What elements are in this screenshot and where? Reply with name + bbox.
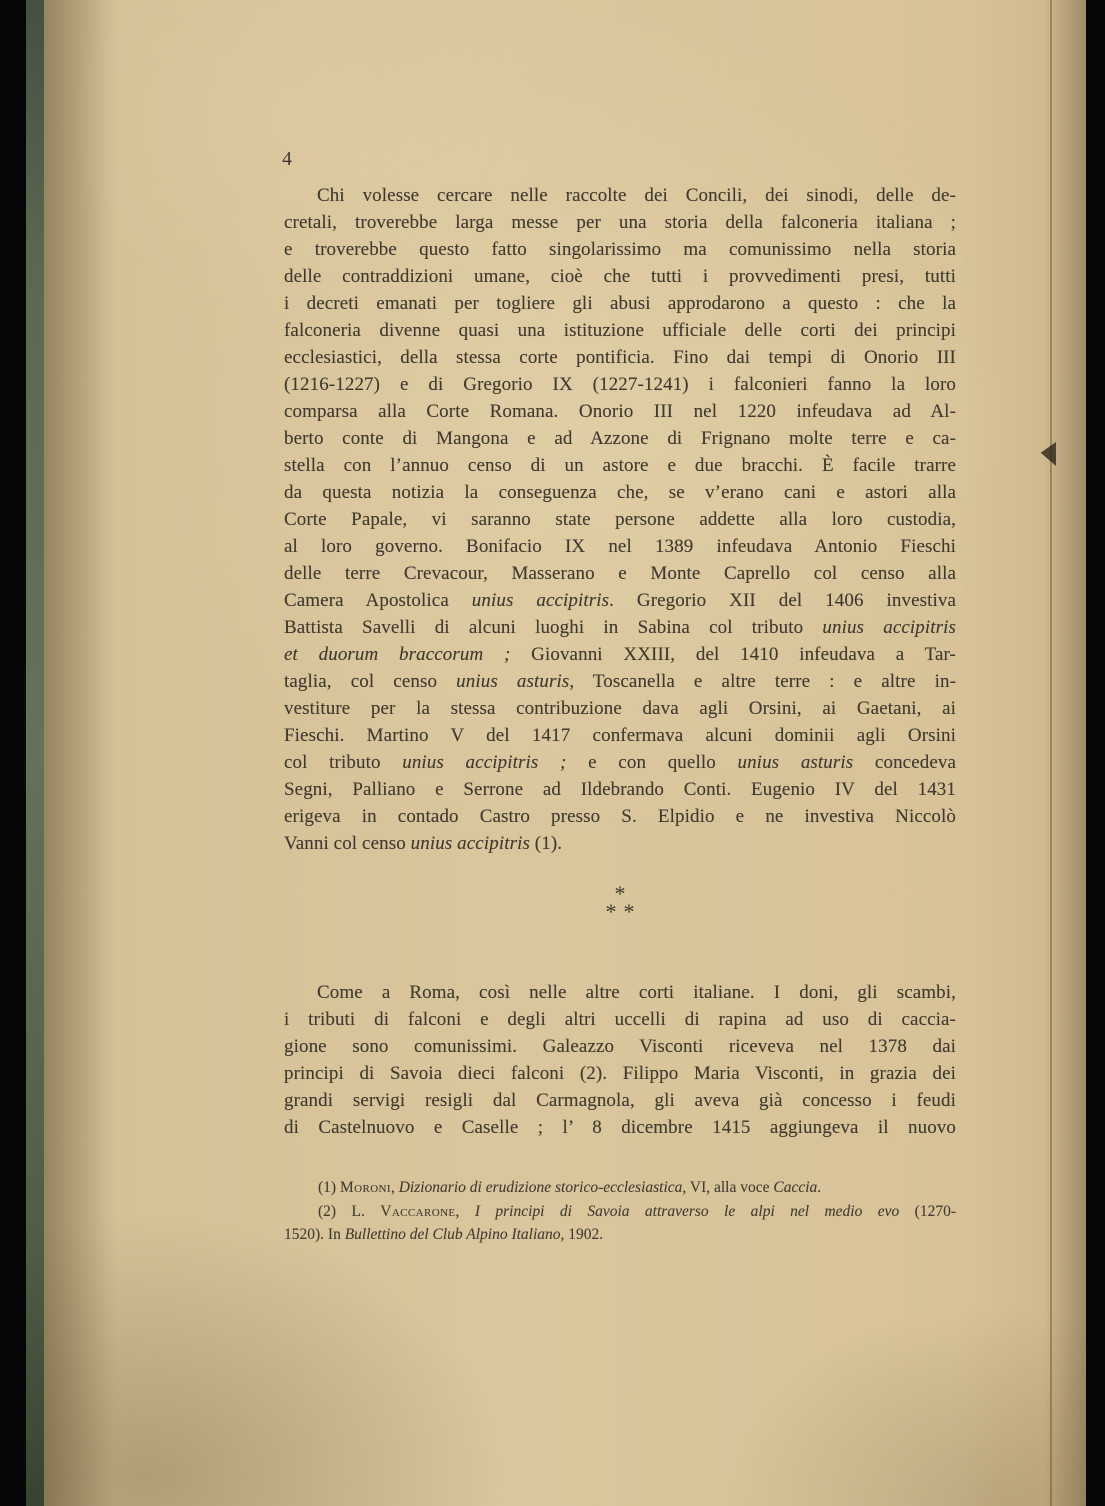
italic-text: I principi di Savoia attraverso le alpi nel medio evo xyxy=(474,1202,900,1220)
italic-text: unius accipitris ; xyxy=(402,752,567,773)
text-run: . Gregorio XII del 1406 investiva xyxy=(609,590,956,611)
text-run: (2) L. xyxy=(318,1202,381,1220)
text-run: Segni, Palliano e Serrone ad Ildebrando Conti. Eugenio IV del 1431 xyxy=(284,779,956,800)
text-run: Corte Papale, vi saranno state persone addette alla loro custodia, xyxy=(284,509,956,530)
asterisk-pair: ** xyxy=(605,899,642,924)
text-run: , xyxy=(390,1179,399,1196)
gutter-shadow xyxy=(44,0,116,1506)
text-run: Battista Savelli di alcuni luoghi in Sabina col tributo xyxy=(284,617,823,638)
text-run: e troverebbe questo fatto singolarissimo ma comunissimo nella storia xyxy=(284,239,956,260)
text-line xyxy=(284,398,956,425)
text-run: (1) xyxy=(318,1179,340,1196)
page-number: 4 xyxy=(282,148,292,170)
italic-text: et duorum braccorum ; xyxy=(284,644,511,665)
text-run: al loro governo. Bonifacio IX nel 1389 infeudava Antonio Fieschi xyxy=(284,536,956,557)
text-run: da questa notizia la conseguenza che, se v’erano cani e astori alla xyxy=(284,482,956,503)
text-line xyxy=(284,290,956,317)
text-line xyxy=(284,1060,956,1087)
footnotes-block xyxy=(284,1176,956,1247)
italic-text: Bullettino del Club Alpino Italiano xyxy=(344,1226,561,1243)
text-run: delle terre Crevacour, Masserano e Monte Caprello col censo alla xyxy=(284,563,956,584)
text-run: Vanni col censo xyxy=(284,833,411,854)
text-run: erigeva in contado Castro presso S. Elpidio e ne investiva Niccolò xyxy=(284,806,956,827)
text-run: vestiture per la stessa contribuzione dava agli Orsini, ai Gaetani, ai xyxy=(284,698,956,719)
text-run: , 1902. xyxy=(560,1226,604,1243)
text-line xyxy=(284,182,956,209)
text-run: Giovanni XXIII, del 1410 infeudava a Tar- xyxy=(510,644,956,665)
text-run: , Toscanella e altre terre : e altre in- xyxy=(569,671,956,692)
text-run: gione sono comunissimi. Galeazzo Visconti riceveva nel 1378 dai xyxy=(284,1036,956,1057)
text-line xyxy=(284,1114,956,1141)
text-run: stella con l’annuo censo di un astore e due bracchi. È facile trarre xyxy=(284,455,956,476)
body-paragraph-2 xyxy=(284,979,956,1141)
footnote-2 xyxy=(284,1200,956,1247)
text-run: (1). xyxy=(529,833,563,854)
text-line xyxy=(284,479,956,506)
text-line xyxy=(284,749,956,776)
text-line xyxy=(284,1087,956,1114)
text-run: . xyxy=(817,1179,822,1196)
text-line xyxy=(284,209,956,236)
text-line xyxy=(284,587,956,614)
text-line xyxy=(284,1176,956,1200)
text-line xyxy=(284,1033,956,1060)
text-line xyxy=(284,452,956,479)
italic-text: unius accipitris xyxy=(410,833,530,854)
text-block xyxy=(284,0,956,1506)
text-run: (1216-1227) e di Gregorio IX (1227-1241) i falconieri fanno la loro xyxy=(284,374,956,395)
text-line xyxy=(284,695,956,722)
text-run: comparsa alla Corte Romana. Onorio III nel 1220 infeudava ad Al- xyxy=(284,401,956,422)
text-run: berto conte di Mangona e ad Azzone di Frignano molte terre e ca- xyxy=(284,428,956,449)
italic-text: unius accipitris xyxy=(471,590,610,611)
italic-text: Dizionario di erudizione storico-ecclesiastica xyxy=(398,1179,683,1196)
text-run: 1520). In xyxy=(284,1226,345,1243)
text-line xyxy=(284,1223,956,1247)
text-line xyxy=(284,317,956,344)
book-binding-edge xyxy=(26,0,46,1506)
text-line xyxy=(284,425,956,452)
italic-text: unius asturis xyxy=(737,752,854,773)
text-line xyxy=(284,533,956,560)
text-line xyxy=(284,1200,956,1224)
footnote-1 xyxy=(284,1176,956,1200)
text-run: i tributi di falconi e degli altri uccelli di rapina ad uso di caccia- xyxy=(284,1009,956,1030)
section-separator xyxy=(284,881,956,924)
text-run: Camera Apostolica xyxy=(284,590,472,611)
text-run: (1270- xyxy=(899,1202,957,1220)
text-run: falconeria divenne quasi una istituzione ufficiale delle corti dei principi xyxy=(284,320,956,341)
text-line xyxy=(284,668,956,695)
text-line xyxy=(284,371,956,398)
text-run: col tributo xyxy=(284,752,403,773)
text-run: principi di Savoia dieci falconi (2). Filippo Maria Visconti, in grazia dei xyxy=(284,1063,956,1084)
text-run: concedeva xyxy=(853,752,956,773)
asterisk-top: * xyxy=(614,881,626,906)
text-run: e con quello xyxy=(566,752,738,773)
text-run: i decreti emanati per togliere gli abusi approdarono a questo : che la xyxy=(284,293,956,314)
text-line xyxy=(284,979,956,1006)
text-run: , xyxy=(455,1202,475,1220)
text-run: taglia, col censo xyxy=(284,671,457,692)
text-line xyxy=(284,344,956,371)
text-line xyxy=(284,236,956,263)
page-edge-line xyxy=(1050,0,1052,1506)
text-run: delle contraddizioni umane, cioè che tutti i provvedimenti presi, tutti xyxy=(284,266,956,287)
text-line xyxy=(284,641,956,668)
text-line xyxy=(284,614,956,641)
text-run: ecclesiastici, della stessa corte pontificia. Fino dai tempi di Onorio III xyxy=(284,347,956,368)
page-paper xyxy=(44,0,1086,1506)
text-line xyxy=(284,776,956,803)
italic-text: unius asturis xyxy=(456,671,570,692)
italic-text: unius accipitris xyxy=(822,617,957,638)
text-line xyxy=(284,506,956,533)
small-caps-text: Vaccarone xyxy=(380,1202,456,1220)
italic-text: Caccia xyxy=(773,1179,818,1196)
text-run: grandi servigi resigli dal Carmagnola, gli aveva già concesso i feudi xyxy=(284,1090,956,1111)
text-run: Come a Roma, così nelle altre corti italiane. I doni, gli scambi, xyxy=(317,982,956,1003)
text-run: cretali, troverebbe larga messe per una storia della falconeria italiana ; xyxy=(284,212,956,233)
text-run: Fieschi. Martino V del 1417 confermava alcuni dominii agli Orsini xyxy=(284,725,956,746)
text-line xyxy=(284,803,956,830)
text-line xyxy=(284,830,956,857)
text-line xyxy=(284,1006,956,1033)
text-run: di Castelnuovo e Caselle ; l’ 8 dicembre 1415 aggiungeva il nuovo xyxy=(284,1117,956,1138)
text-run: , VI, alla voce xyxy=(682,1179,774,1196)
body-paragraph-1 xyxy=(284,182,956,857)
text-line xyxy=(284,263,956,290)
text-line xyxy=(284,722,956,749)
text-line xyxy=(284,560,956,587)
text-run: Chi volesse cercare nelle raccolte dei Concili, dei sinodi, delle de- xyxy=(317,185,956,206)
small-caps-text: Moroni xyxy=(339,1179,391,1196)
